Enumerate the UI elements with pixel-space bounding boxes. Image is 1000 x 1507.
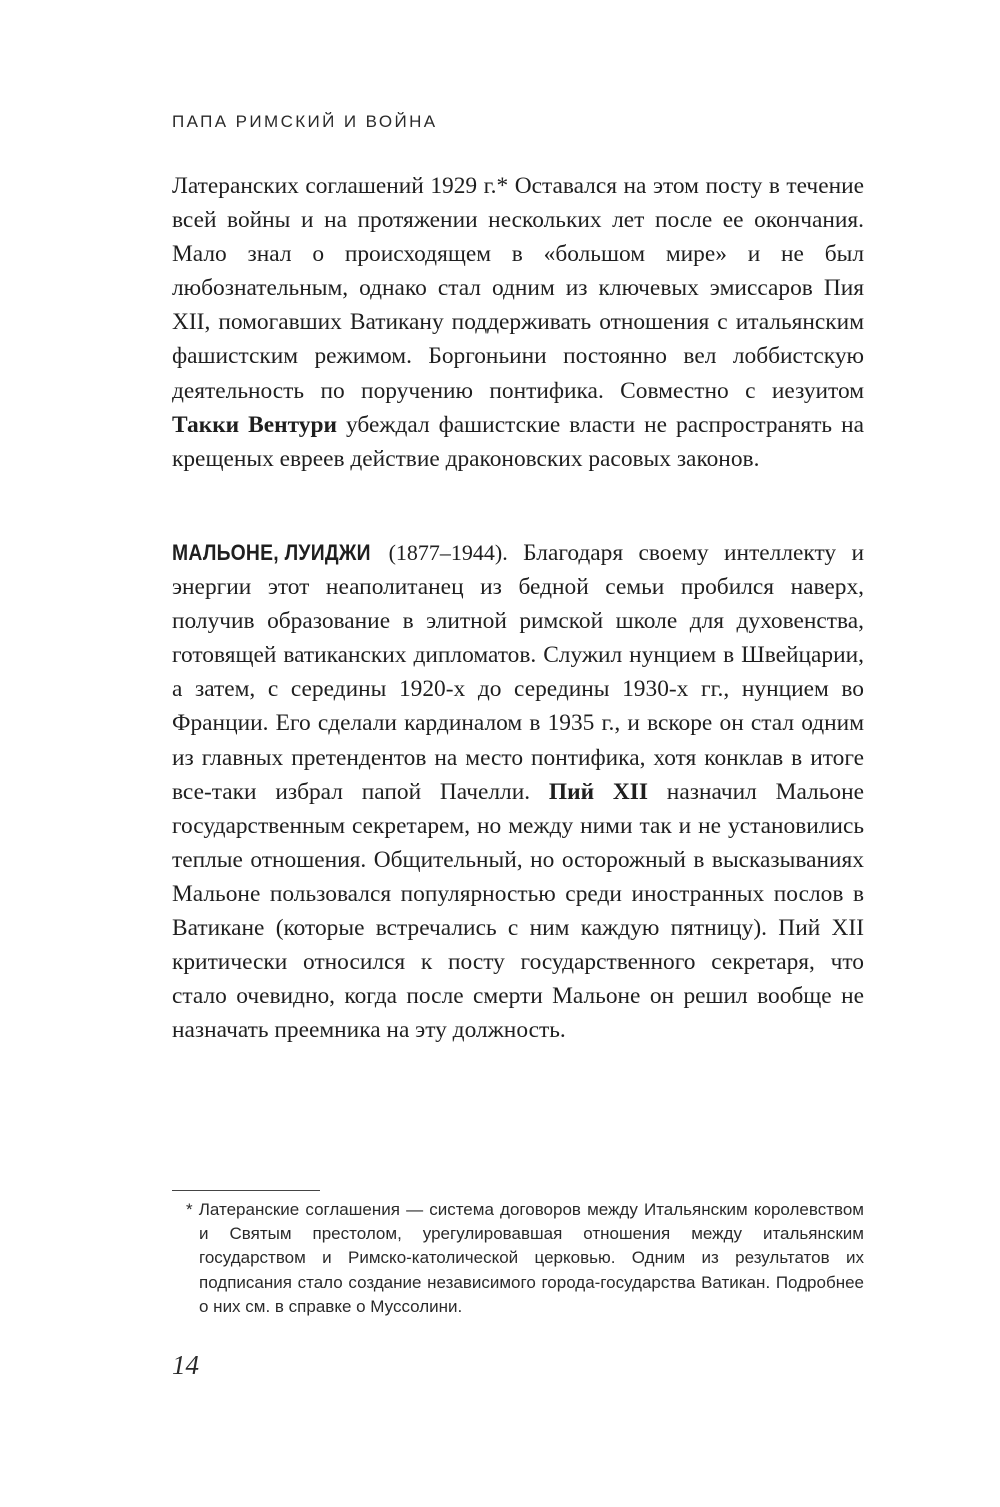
paragraph-text: Благодаря своему интеллекту и энергии этот неаполитанец из бедной семьи пробился наверх, получив образование в элитной римской школе для духовенства, готовящей ватиканских дипломатов. Служил нунцием в Швейцарии, а затем, с середины 1920-х до середины 1930-х гг., нунцием во Франции. Его сделали кардиналом в 1935 г., и вскоре он стал одним из главных претендентов на место понтифика, хотя конклав в итоге все-таки избрал папой Пачелли. bbox=[172, 540, 864, 805]
person-name-bold: Такки Вентури bbox=[172, 411, 337, 438]
paragraph-text: убеждал фашистские власти не распространять на крещеных евреев действие драконовских расовых законов. bbox=[172, 411, 864, 472]
entry-dates: (1877–1944). bbox=[388, 540, 508, 565]
footnote-text: * Латеранские соглашения — система договоров между Итальянским королевством и Святым престолом, урегулировавшая отношения между итальянским государством и Римско-католической церковью. Одним из результатов их подписания стало создание независимого города-государства Ватикан. Подробнее о них см. в справке о Муссолини. bbox=[186, 1200, 864, 1316]
paragraph-borgongini bbox=[172, 169, 864, 476]
paragraph-text: назначил Мальоне государственным секретарем, но между ними так и не установились теплые отношения. Общительный, но осторожный в высказываниях Мальоне пользовался популярностью среди иностранных послов в Ватикане (которые встречались с ним каждую пятницу). Пий XII критически относился к посту государственного секретаря, что стало очевидно, когда после смерти Мальоне он решил вообще не назначать преемника на эту должность. bbox=[172, 778, 864, 1044]
person-name-bold: Пий XII bbox=[548, 778, 648, 805]
footnote bbox=[172, 1198, 864, 1319]
paragraph-text: Латеранских соглашений 1929 г.* Оставался на этом посту в течение всей войны и на протяжении нескольких лет после ее окончания. Мало знал о происходящем в «большом мире» и не был любознательным, однако стал одним из ключевых эмиссаров Пия XII, помогавших Ватикану поддерживать отношения с итальянским фашистским режимом. Боргоньини постоянно вел лоббистскую деятельность по поручению понтифика. Совместно с иезуитом bbox=[172, 173, 864, 404]
footnote-divider bbox=[172, 1190, 320, 1191]
entry-heading: МАЛЬОНЕ, ЛУИДЖИ bbox=[172, 540, 371, 565]
running-head: ПАПА РИМСКИЙ И ВОЙНА bbox=[172, 112, 438, 131]
page-number: 14 bbox=[172, 1350, 199, 1380]
paragraph-maglione bbox=[172, 536, 864, 1047]
